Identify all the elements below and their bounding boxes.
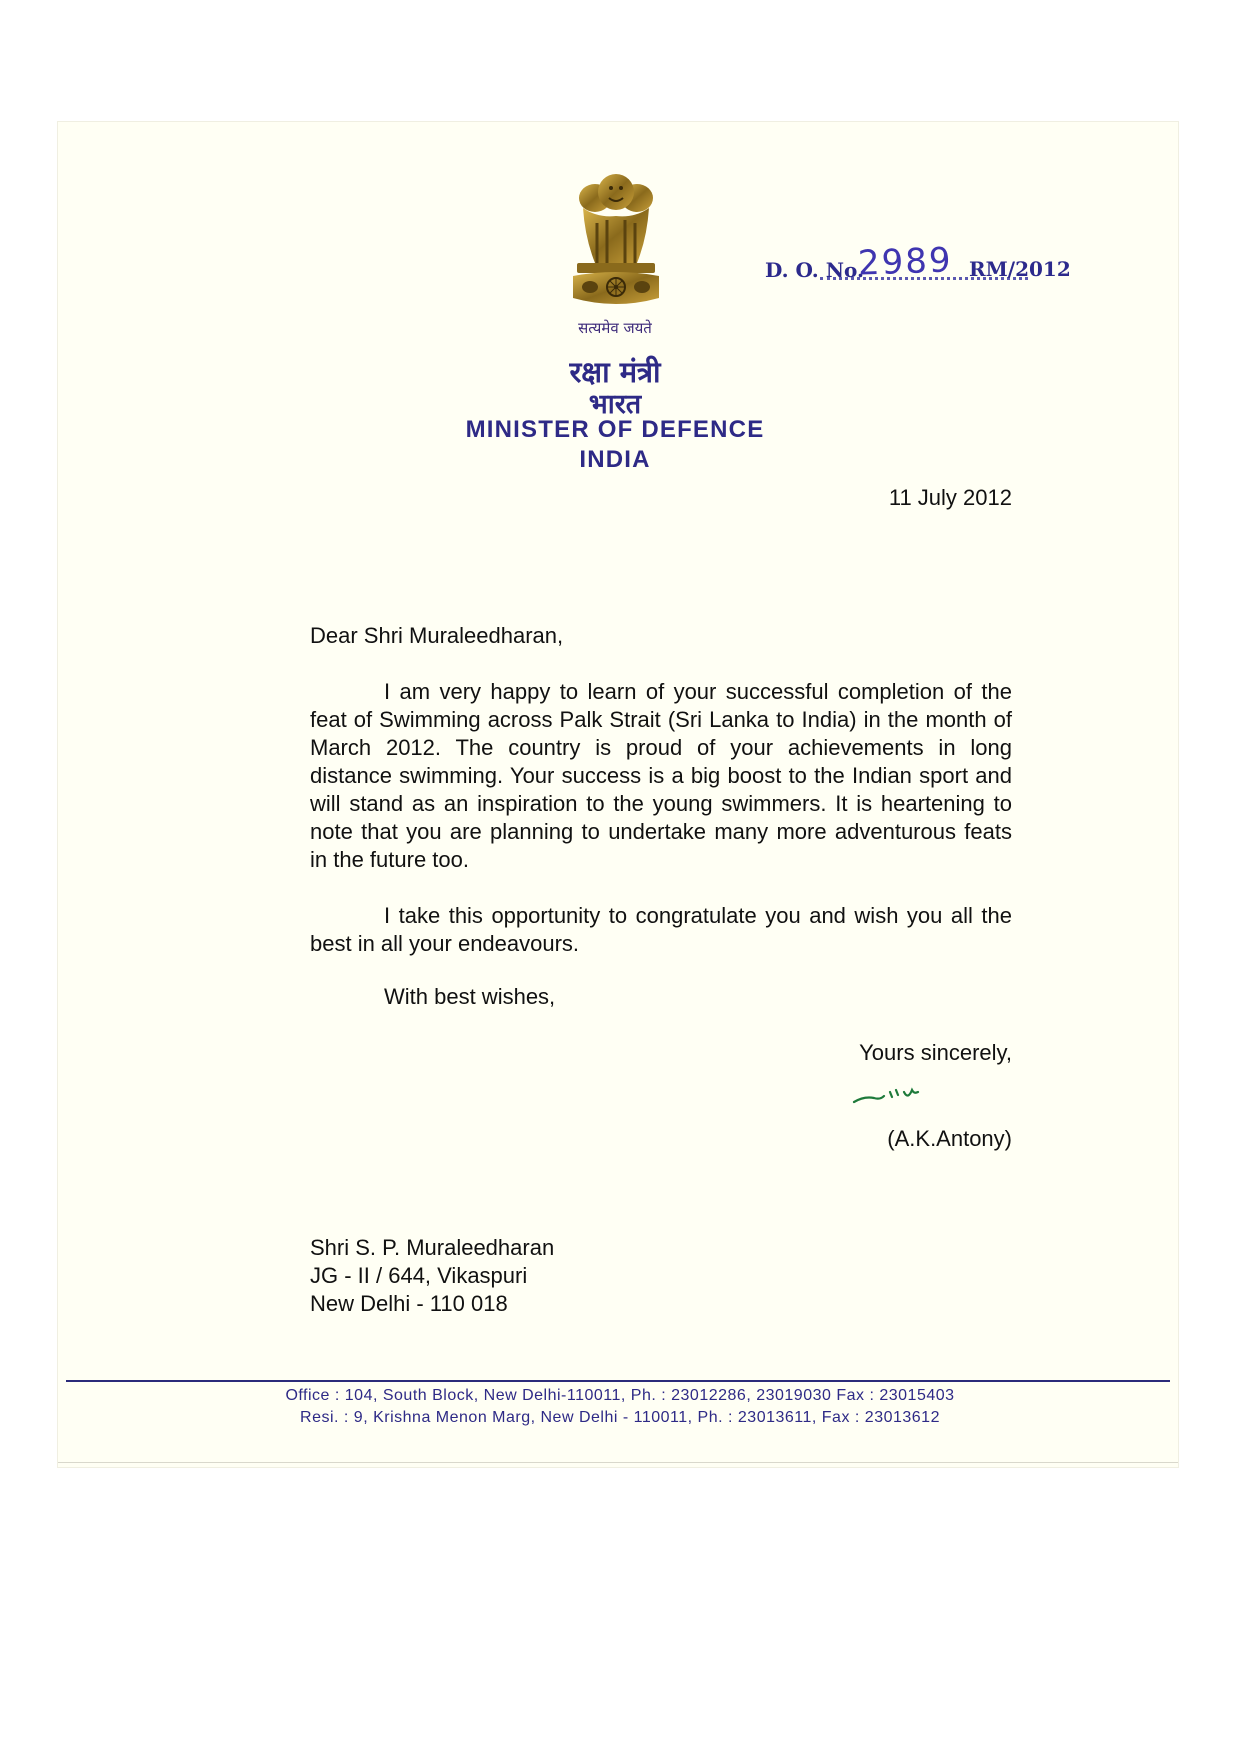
recipient-name: Shri S. P. Muraleedharan [310,1235,555,1260]
recipient-address-line-2: New Delhi - 110 018 [310,1291,508,1316]
reference-number [765,240,1095,292]
reference-handwritten-number: 2989 [857,240,954,284]
paper-bottom-edge [58,1462,1178,1463]
letterhead-title: MINISTER OF DEFENCE [465,416,765,443]
letter-date: 11 July 2012 [888,485,1012,510]
emblem-motto: सत्यमेव जयते [578,319,652,337]
hindi-title: रक्षा मंत्री [569,355,661,389]
letterhead-country: INDIA [579,446,651,473]
hindi-country: भारत [588,389,642,420]
reference-prefix: D. O. No. [765,258,864,282]
footer-divider [66,1380,1170,1382]
state-emblem-icon [565,168,667,328]
footer-office-address: Office : 104, South Block, New Delhi-110011, Ph. : 23012286, 23019030 Fax : 23015403 [285,1387,955,1404]
recipient-address-line-1: JG - II / 644, Vikaspuri [310,1263,528,1288]
paragraph-2: I take this opportunity to congratulate you and wish you all the best in all your endeavours. [310,903,1012,956]
recipient-address [310,1234,554,1318]
paragraph-1: I am very happy to learn of your successful completion of the feat of Swimming across Palk Strait (Sri Lanka to India) in the month of March 2012. The country is proud of your achievements in long distance swimming. Your success is a big boost to the Indian sport and will stand as an inspiration to the young swimmers. It is heartening to note that you are planning to undertake many more adventurous feats in the future too. [310,679,1012,872]
signatory-name: (A.K.Antony) [887,1126,1012,1151]
sign-off: Yours sincerely, [859,1040,1012,1065]
closing-line: With best wishes, [384,984,556,1009]
handwritten-signature [850,1080,940,1110]
footer-residence-address: Resi. : 9, Krishna Menon Marg, New Delhi - 110011, Ph. : 23013611, Fax : 23013612 [300,1409,940,1426]
salutation: Dear Shri Muraleedharan, [310,623,564,648]
reference-suffix: RM/2012 [969,257,1071,281]
